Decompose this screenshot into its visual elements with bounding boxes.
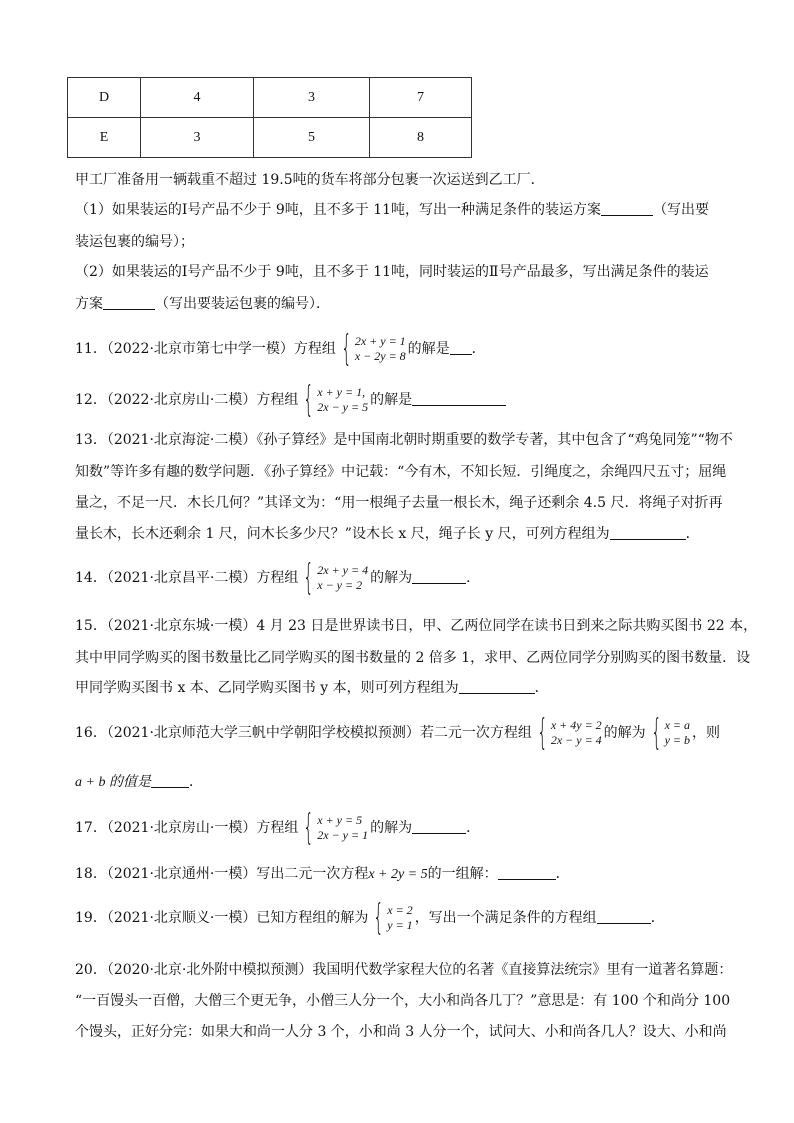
table-row (68, 118, 472, 158)
question-11 (75, 328, 735, 369)
q11-suffix: 的解是 (407, 341, 450, 357)
package-table (67, 77, 472, 158)
punctuation: ． (650, 910, 665, 926)
question-12 (75, 379, 735, 420)
equation: x = a (664, 718, 691, 732)
q20-line1: 20．（2020·北京·北外附中模拟预测）我国明代数学家程大位的名著《直接算法统宗》里有一道著名算题： (75, 962, 733, 978)
table-cell: 3 (141, 118, 254, 158)
table-cell: 8 (370, 118, 472, 158)
answer-blank[interactable] (601, 201, 653, 216)
q19-suffix: ，写出一个满足条件的方程组 (414, 910, 597, 926)
brace-icon: { (303, 379, 314, 420)
brace-icon: { (341, 328, 352, 369)
equation: x + y = 1, (317, 385, 366, 399)
equation-system (534, 712, 602, 753)
q13-line1: 13．（2021·北京海淀·二模）《孙子算经》是中国南北朝时期重要的数学专著，其中包含了“鸡兔同笼”“物不 (75, 432, 733, 448)
equation: x = 2 (387, 903, 413, 917)
q10-p1-text-b: （写出要 (653, 202, 710, 218)
answer-blank[interactable] (412, 569, 466, 584)
answer-blank[interactable] (610, 525, 686, 540)
q10-p2-text: 方案 (75, 296, 103, 312)
equation: 2x − y = 4 (550, 733, 602, 747)
intro-text: 甲工厂准备用一辆载重不超过 19.5吨的货车将部分包裹一次运送到乙工厂． (75, 172, 545, 188)
q16-line2 (75, 772, 735, 793)
q19-prefix: 19．（2021·北京顺义·一模）已知方程组的解为 (75, 910, 369, 926)
question-19 (75, 897, 735, 938)
q18-suffix: 的一组解： (427, 866, 498, 882)
q15-line2: 其中甲同学购买的图书数量比乙同学购买的图书数量的 2 倍多 1，求甲、乙两位同学分别购买的图书数量．设 (75, 650, 751, 666)
table-cell: D (68, 78, 141, 118)
q13-line4 (75, 524, 735, 544)
q18-prefix: 18．（2021·北京通州·一模）写出二元一次方程 (75, 866, 369, 882)
q11-prefix: 11．（2022·北京市第七中学一模）方程组 (75, 341, 336, 357)
answer-blank[interactable] (498, 865, 556, 880)
q13-text: 量长木，长木还剩余 1 尺，问木长多少尺？”设木长 x 尺，绳子长 y 尺，可列方程组为 (75, 526, 610, 542)
question-18 (75, 864, 735, 885)
equation: 2x − y = 1 (317, 828, 369, 842)
answer-blank[interactable] (103, 295, 155, 310)
q20-line2: “一百馒头一百僧，大僧三个更无争，小僧三人分一个，大小和尚各几丁？”意思是：有 100 个和尚分 100 (75, 993, 731, 1009)
q16-prefix: 16．（2021·北京师范大学三帆中学朝阳学校模拟预测）若二元一次方程组 (75, 725, 532, 741)
equation: x − 2y = 8 (354, 349, 406, 363)
equation: x + 2y = 5 (368, 867, 428, 882)
q17-suffix: 的解为 (370, 820, 413, 836)
brace-icon: { (650, 712, 662, 753)
table-cell: 7 (370, 78, 472, 118)
answer-blank[interactable] (412, 819, 466, 834)
punctuation: ． (471, 341, 486, 357)
q10-p2-text-c: （写出要装运包裹的编号）． (155, 296, 330, 312)
table-cell: 3 (254, 78, 370, 118)
answer-blank[interactable] (459, 679, 535, 694)
equation: x + y = 5 (317, 813, 363, 827)
equation: y = b (664, 733, 691, 747)
equation-system (300, 557, 369, 598)
q10-part1 (75, 200, 735, 220)
equation-system (300, 807, 369, 848)
table-cell: 5 (254, 118, 370, 158)
punctuation: ． (534, 680, 549, 696)
equation: 2x + y = 4 (317, 563, 369, 577)
question-16 (75, 712, 735, 753)
q10-part1-cont: 装运包裹的编号）； (75, 234, 194, 250)
table-row (68, 78, 472, 118)
punctuation: ． (188, 774, 203, 790)
q13-line3: 量之，不足一尺．木长几何？”其译文为：“用一根绳子去量一根长木，绳子还剩余 4.5 尺．将绳子对折再 (75, 495, 723, 511)
q16-mid: 的解为 (603, 725, 646, 741)
equation-system (300, 379, 369, 420)
brace-icon: { (303, 807, 314, 848)
q16-expression: a + b 的值是 (75, 775, 151, 790)
q15-text: 甲同学购买图书 x 本、乙同学购买图书 y 本，则可列方程组为 (75, 680, 459, 696)
q14-prefix: 14．（2021·北京昌平·二模）方程组 (75, 570, 299, 586)
q15-line3 (75, 678, 735, 698)
punctuation: ． (685, 526, 700, 542)
table-cell: 4 (141, 78, 254, 118)
q17-prefix: 17．（2021·北京房山·一模）方程组 (75, 820, 299, 836)
q15-line1: 15．（2021·北京东城·一模）4 月 23 日是世界读书日，甲、乙两位同学在读书日到来之际共购买图书 22 本， (75, 618, 758, 634)
solution-system (370, 897, 413, 938)
answer-blank[interactable] (597, 909, 651, 924)
equation-system (338, 328, 406, 369)
table-cell: E (68, 118, 141, 158)
q10-part2-cont (75, 294, 735, 314)
q10-part2: （2）如果装运的Ⅰ号产品不少于 9吨，且不多于 11吨，同时装运的Ⅱ号产品最多，写出满足条件的装运 (75, 264, 709, 280)
question-14 (75, 557, 735, 598)
q14-suffix: 的解为 (370, 570, 413, 586)
equation: x − y = 2 (317, 578, 363, 592)
q13-line2: 知数”等许多有趣的数学问题．《孙子算经》中记载：“今有木，不知长短．引绳度之，余绳四尺五寸；屈绳 (75, 464, 727, 480)
answer-blank[interactable] (412, 391, 506, 406)
punctuation: ． (466, 820, 481, 836)
solution-system (648, 712, 691, 753)
equation: 2x + y = 1 (354, 334, 406, 348)
equation: 2x − y = 5 (317, 400, 369, 414)
punctuation: ． (555, 866, 570, 882)
q10-p1-text: （1）如果装运的Ⅰ号产品不少于 9吨，且不多于 11吨，写出一种满足条件的装运方案 (75, 202, 602, 218)
answer-blank[interactable] (151, 773, 189, 788)
q12-prefix: 12．（2022·北京房山·二模）方程组 (75, 392, 299, 408)
brace-icon: { (373, 897, 384, 938)
q16-suffix: ，则 (692, 725, 721, 741)
equation: x + 4y = 2 (550, 718, 602, 732)
question-17 (75, 807, 735, 848)
q12-suffix: 的解是 (370, 392, 413, 408)
q20-line3: 个馒头，正好分完：如果大和尚一人分 3 个，小和尚 3 人分一个，试问大、小和尚各几人？设大、小和尚 (75, 1024, 727, 1040)
answer-blank[interactable] (450, 340, 472, 355)
equation: y = 1 (387, 918, 413, 932)
brace-icon: { (303, 557, 314, 598)
brace-icon: { (537, 712, 548, 753)
punctuation: ． (466, 570, 481, 586)
